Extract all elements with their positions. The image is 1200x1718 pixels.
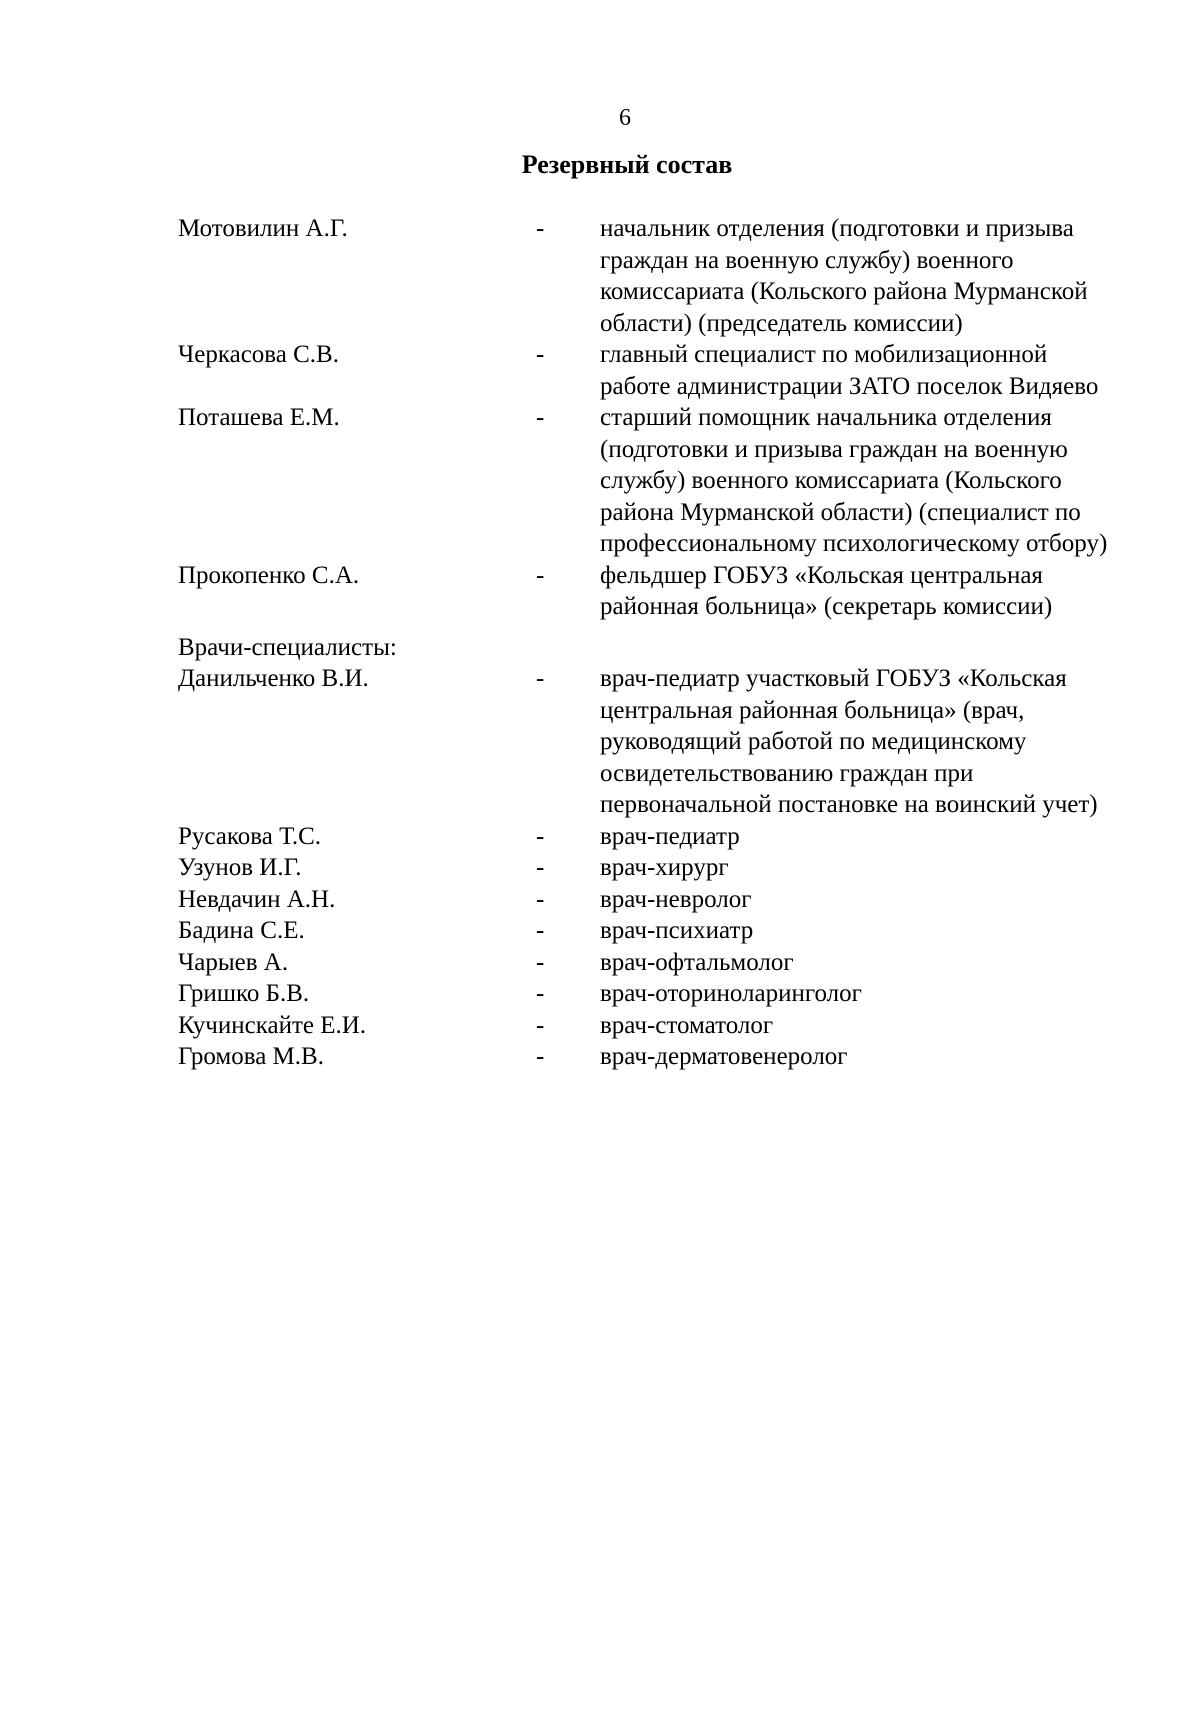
member-dash: - — [536, 561, 545, 589]
member-row — [178, 402, 1118, 560]
specialist-row — [178, 884, 1118, 916]
specialist-dash: - — [536, 980, 545, 1007]
reserve-roster — [178, 213, 1118, 1073]
specialist-dash: - — [536, 1043, 545, 1070]
member-dash: - — [536, 404, 545, 431]
specialist-row — [178, 915, 1118, 947]
specialist-role: врач-офтальмолог — [600, 948, 794, 976]
page-number: 6 — [619, 105, 631, 131]
specialist-name: Узунов И.Г. — [178, 854, 302, 881]
member-dash: - — [536, 215, 545, 242]
specialist-dash: - — [536, 885, 545, 913]
specialist-dash: - — [536, 1011, 545, 1039]
specialist-role: врач-педиатр участковый ГОБУЗ «Кольская центральная районная больница» (врач, руководящий работой по медицинскому освидетельствованию граждан при первоначальной постановке на воинский учет) — [600, 665, 1098, 818]
specialist-name: Кучинскайте Е.И. — [178, 1011, 367, 1039]
specialist-role: врач-хирург — [600, 854, 729, 881]
specialist-role: врач-стоматолог — [600, 1011, 774, 1039]
specialist-name: Гришко Б.В. — [178, 980, 310, 1007]
specialist-row — [178, 947, 1118, 979]
member-name: Прокопенко С.А. — [178, 561, 360, 589]
specialists-heading: Врачи-специалисты: — [178, 633, 397, 661]
page-title: Резервный состав — [521, 150, 733, 179]
specialist-dash: - — [536, 854, 545, 881]
specialist-name: Невдачин А.Н. — [178, 885, 336, 913]
member-role: главный специалист по мобилизационной работе администрации ЗАТО поселок Видяево — [600, 341, 1099, 400]
specialist-dash: - — [536, 822, 545, 850]
specialist-name: Данильченко В.И. — [178, 665, 369, 692]
member-role: фельдшер ГОБУЗ «Кольская центральная районная больница» (секретарь комиссии) — [600, 561, 1053, 620]
specialist-role: врач-педиатр — [600, 822, 740, 850]
specialist-row — [178, 821, 1118, 853]
specialist-row — [178, 1041, 1118, 1073]
member-name: Черкасова С.В. — [178, 341, 339, 368]
specialist-dash: - — [536, 948, 545, 976]
specialist-role: врач-оториноларинголог — [600, 980, 862, 1007]
member-row — [178, 339, 1118, 402]
specialist-name: Русакова Т.С. — [178, 822, 322, 850]
member-name: Мотовилин А.Г. — [178, 215, 348, 242]
specialist-row — [178, 1010, 1118, 1042]
member-row — [178, 213, 1118, 339]
specialist-dash: - — [536, 917, 545, 944]
specialist-row — [178, 978, 1118, 1010]
specialist-role: врач-дерматовенеролог — [600, 1043, 848, 1070]
member-row — [178, 560, 1118, 623]
specialist-dash: - — [536, 665, 545, 692]
member-dash: - — [536, 341, 545, 368]
specialist-role: врач-невролог — [600, 885, 752, 913]
member-role: старший помощник начальника отделения (подготовки и призыва граждан на военную службу) военного комиссариата (Кольского района Мурманской области) (специалист по профессиональному психологическому отбору) — [600, 404, 1108, 557]
specialist-name: Чарыев А. — [178, 948, 289, 976]
specialist-role: врач-психиатр — [600, 917, 754, 944]
specialist-row — [178, 852, 1118, 884]
specialist-row — [178, 663, 1118, 821]
member-role: начальник отделения (подготовки и призыва граждан на военную службу) военного комиссариата (Кольского района Мурманской области) (председатель комиссии) — [600, 215, 1088, 337]
specialist-name: Громова М.В. — [178, 1043, 324, 1070]
member-name: Поташева Е.М. — [178, 404, 340, 431]
specialist-name: Бадина С.Е. — [178, 917, 305, 944]
